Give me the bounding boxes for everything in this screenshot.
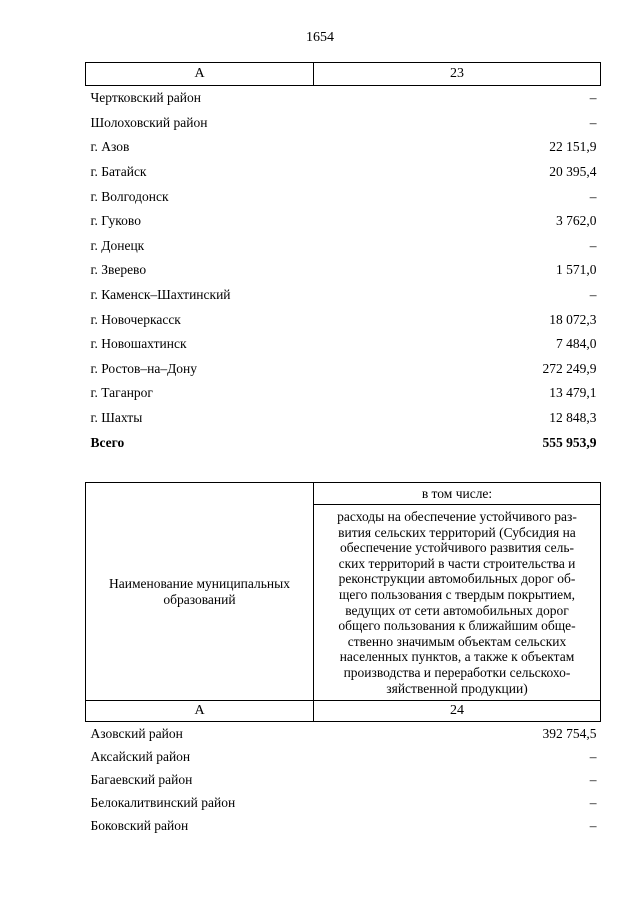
table-row — [86, 283, 601, 308]
amount-value: – — [589, 771, 597, 787]
municipality-name: г. Ростов–на–Дону — [90, 360, 198, 376]
allocation-table-23 — [85, 62, 601, 455]
column-header-description — [314, 505, 601, 701]
table-row — [86, 307, 601, 332]
table-row — [86, 234, 601, 259]
municipality-name: Азовский район — [90, 725, 183, 741]
amount-value: – — [589, 237, 597, 253]
municipality-name: Чертковский район — [90, 90, 201, 106]
description-line: населенных пунктов, а также к объектам — [339, 649, 575, 665]
table-row — [86, 258, 601, 283]
description-line: щего пользования с твердым покрытием, — [339, 586, 575, 602]
table-body — [86, 86, 601, 455]
table-row — [86, 160, 601, 185]
amount-value: 13 479,1 — [549, 385, 597, 401]
table-row — [86, 722, 601, 746]
amount-value: 272 249,9 — [542, 360, 597, 376]
description-line: ских территорий в части строительства и — [338, 555, 576, 571]
amount-value: – — [589, 794, 597, 810]
municipality-name: г. Азов — [90, 139, 130, 155]
municipality-name: г. Новочеркасск — [90, 311, 181, 327]
municipality-name: г. Донецк — [90, 237, 145, 253]
description-line: вития сельских территорий (Субсидия на — [338, 524, 576, 540]
table-row — [86, 135, 601, 160]
description-line: ственно значимым объектам сельских — [347, 633, 567, 649]
municipality-name: Шолоховский район — [90, 114, 208, 130]
column-code-value: 24 — [314, 701, 601, 722]
municipality-name: г. Шахты — [90, 410, 143, 426]
amount-value: – — [589, 90, 597, 106]
column-header-municipality-label: Наименование муниципальных образований — [109, 575, 290, 607]
column-code-name: А — [86, 701, 314, 722]
description-line: реконструкции автомобильных дорог об- — [338, 571, 576, 587]
column-header-name: А — [86, 63, 314, 86]
table-header-row — [86, 483, 601, 505]
table-body — [86, 722, 601, 838]
municipality-name: Всего — [90, 434, 125, 450]
total-row — [86, 430, 601, 455]
municipality-name: Багаевский район — [90, 771, 193, 787]
amount-value: 18 072,3 — [549, 311, 597, 327]
table-row — [86, 768, 601, 791]
amount-value: 22 151,9 — [549, 139, 597, 155]
table-row — [86, 209, 601, 234]
allocation-table-24 — [85, 482, 601, 837]
municipality-name: г. Таганрог — [90, 385, 153, 401]
amount-value: 12 848,3 — [549, 410, 597, 426]
description-line: обеспечение устойчивого развития сель- — [340, 540, 574, 556]
amount-value: – — [589, 114, 597, 130]
municipality-name: Аксайский район — [90, 748, 191, 764]
table-row — [86, 791, 601, 814]
description-line: общего пользования к ближайшим обще- — [338, 618, 576, 634]
amount-value: 392 754,5 — [542, 725, 597, 741]
amount-value: 555 953,9 — [542, 434, 597, 450]
table-row — [86, 357, 601, 382]
table-row — [86, 111, 601, 136]
amount-value: 3 762,0 — [556, 213, 597, 229]
amount-value: – — [589, 817, 597, 833]
municipality-name: г. Гуково — [90, 213, 141, 229]
table-row — [86, 332, 601, 357]
column-header-including: в том числе: — [314, 483, 601, 505]
amount-value: – — [589, 188, 597, 204]
description-line: зяйственной продукции) — [386, 680, 528, 696]
municipality-name: г. Волгодонск — [90, 188, 169, 204]
description-line: производства и переработки сельскохо- — [343, 664, 571, 680]
municipality-name: г. Зверево — [90, 262, 147, 278]
table-code-row — [86, 701, 601, 722]
municipality-name: Белокалитвинский район — [90, 794, 236, 810]
table-row — [86, 406, 601, 431]
amount-value: – — [589, 748, 597, 764]
description-line: расходы на обеспечение устойчивого раз- — [337, 509, 577, 524]
municipality-name: г. Новошахтинск — [90, 336, 187, 352]
description-line: ведущих от сети автомобильных дорог — [345, 602, 569, 618]
table-header-row — [86, 63, 601, 86]
page-number: 1654 — [306, 30, 334, 45]
table-row — [86, 86, 601, 111]
table-row — [86, 184, 601, 209]
column-header-value: 23 — [314, 63, 601, 86]
amount-value: – — [589, 287, 597, 303]
table-row — [86, 745, 601, 768]
municipality-name: Боковский район — [90, 817, 189, 833]
amount-value: 7 484,0 — [556, 336, 597, 352]
municipality-name: г. Каменск–Шахтинский — [90, 287, 231, 303]
amount-value: 1 571,0 — [556, 262, 597, 278]
table-row — [86, 814, 601, 837]
table-row — [86, 381, 601, 406]
municipality-name: г. Батайск — [90, 164, 147, 180]
amount-value: 20 395,4 — [549, 164, 597, 180]
column-header-municipality — [86, 483, 314, 701]
